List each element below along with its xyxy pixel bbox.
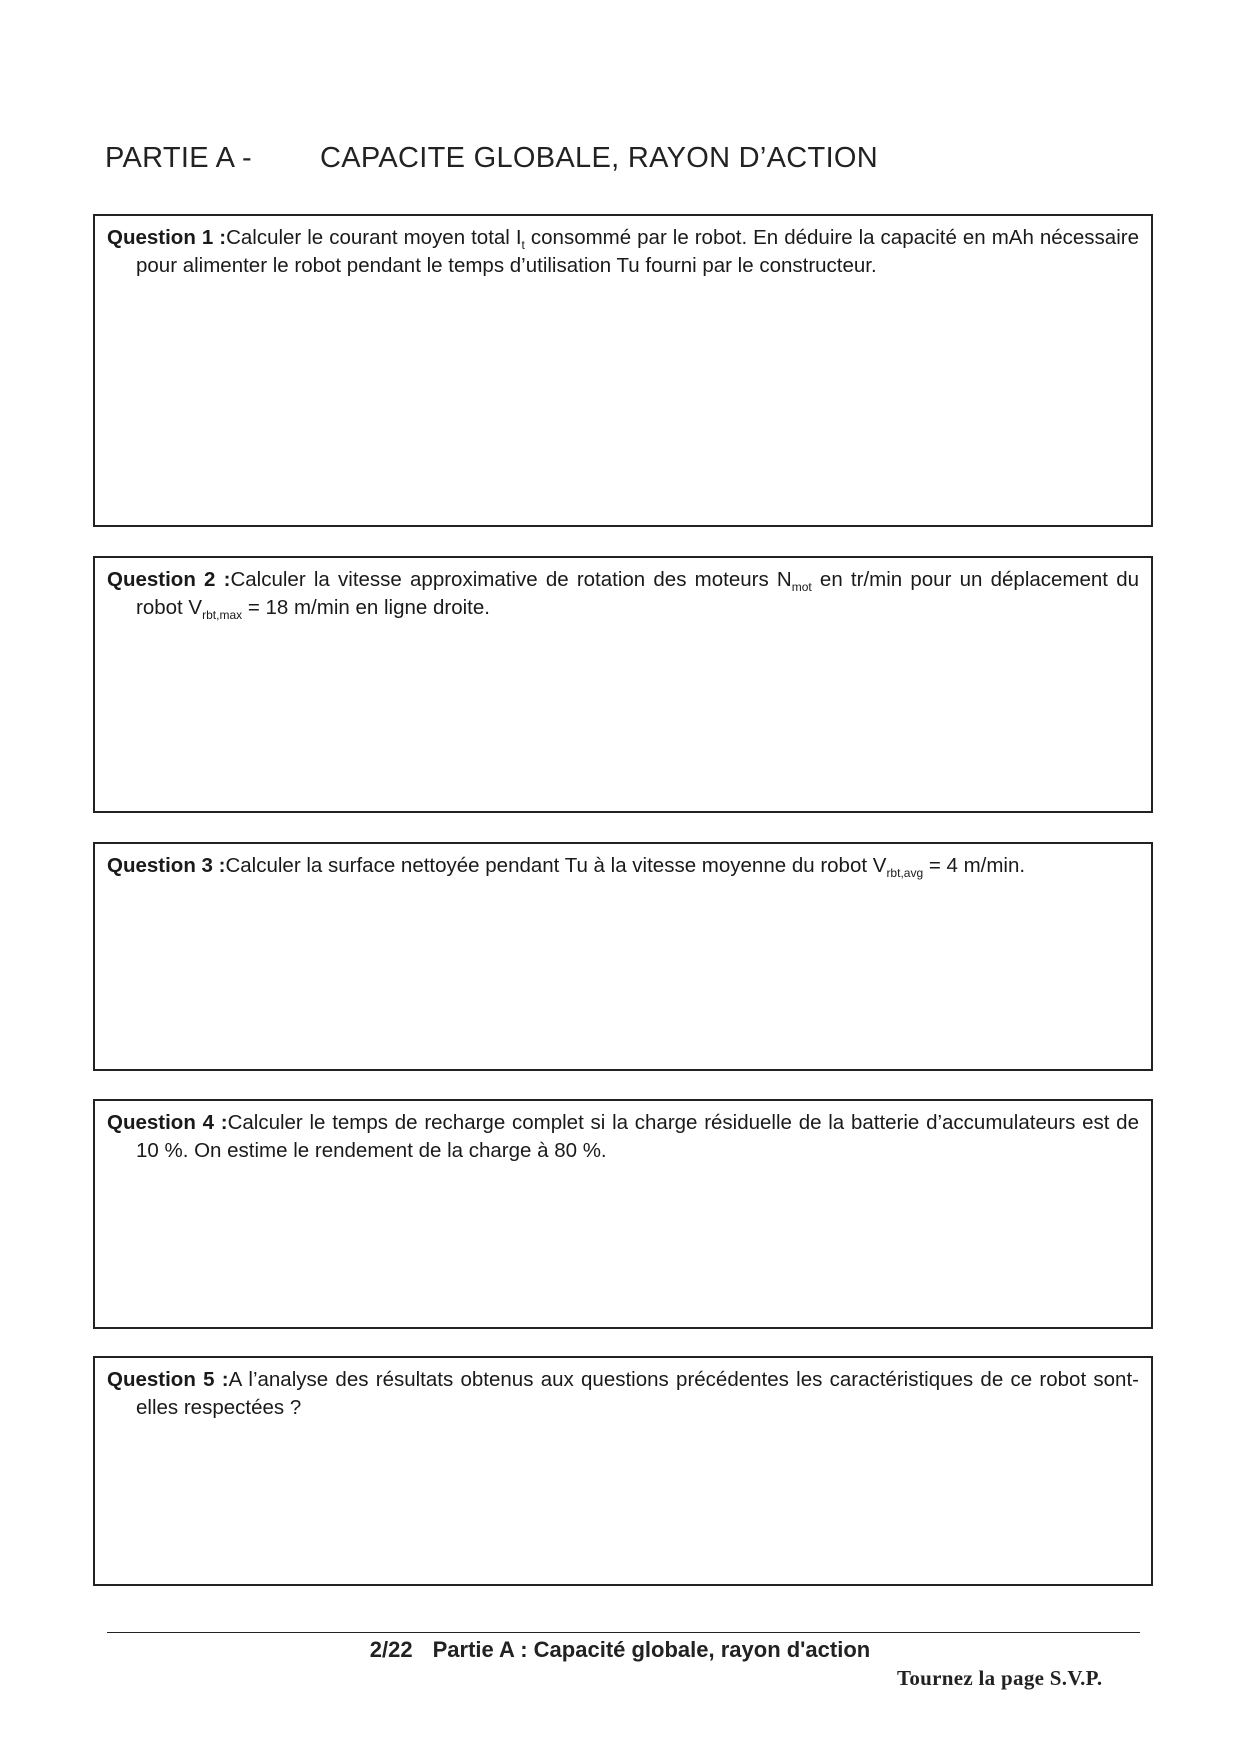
question-1-text-part: consommé par le robot. En déduire la capacité en mAh nécessaire pour alimenter le robot pendant le temps d’utilisation Tu fourni par le constructeur. xyxy=(136,226,1139,277)
question-5-text xyxy=(107,1366,1139,1422)
footer-rule xyxy=(107,1632,1140,1633)
question-4-box xyxy=(93,1099,1153,1329)
question-3-text-part: = 4 m/min. xyxy=(923,854,1026,877)
question-2-subscript: mot xyxy=(791,580,812,595)
part-label: PARTIE A - xyxy=(105,142,252,174)
part-heading xyxy=(105,142,878,175)
part-title: CAPACITE GLOBALE, RAYON D’ACTION xyxy=(320,142,879,174)
footer-section: Partie A : Capacité globale, rayon d'action xyxy=(432,1637,871,1662)
question-3-label: Question 3 : xyxy=(107,854,226,877)
question-2-text-part: en tr/min pour un déplacement du robot V xyxy=(136,568,1139,619)
page-number: 2/22 xyxy=(369,1637,413,1662)
question-3-subscript: rbt,avg xyxy=(886,866,924,881)
question-2-subscript: rbt,max xyxy=(202,608,243,623)
question-3-text-part: Calculer la surface nettoyée pendant Tu à la vitesse moyenne du robot V xyxy=(225,854,887,877)
question-1-box xyxy=(93,214,1153,527)
question-2-label: Question 2 : xyxy=(107,568,231,591)
question-5-label: Question 5 : xyxy=(107,1368,229,1391)
question-1-text xyxy=(107,224,1139,280)
question-3-box xyxy=(93,842,1153,1071)
question-2-text xyxy=(107,566,1139,622)
question-2-text-part: = 18 m/min en ligne droite. xyxy=(242,596,490,619)
question-2-box xyxy=(93,556,1153,813)
question-4-text xyxy=(107,1109,1139,1165)
question-4-label: Question 4 : xyxy=(107,1111,228,1134)
question-5-text-part: A l’analyse des résultats obtenus aux questions précédentes les caractéristiques de ce robot sont-elles respectées ? xyxy=(136,1368,1139,1419)
question-2-text-part: Calculer la vitesse approximative de rotation des moteurs N xyxy=(230,568,792,591)
footer-page-info xyxy=(0,1637,1240,1663)
question-1-subscript: t xyxy=(521,238,525,253)
question-1-text-part: Calculer le courant moyen total I xyxy=(226,226,522,249)
question-1-label: Question 1 : xyxy=(107,226,227,249)
question-4-text-part: Calculer le temps de recharge complet si la charge résiduelle de la batterie d’accumulateurs est de 10 %. On estime le rendement de la charge à 80 %. xyxy=(136,1111,1139,1162)
turn-page-note: Tournez la page S.V.P. xyxy=(897,1666,1103,1690)
question-3-text xyxy=(107,852,1139,880)
question-5-box xyxy=(93,1356,1153,1586)
